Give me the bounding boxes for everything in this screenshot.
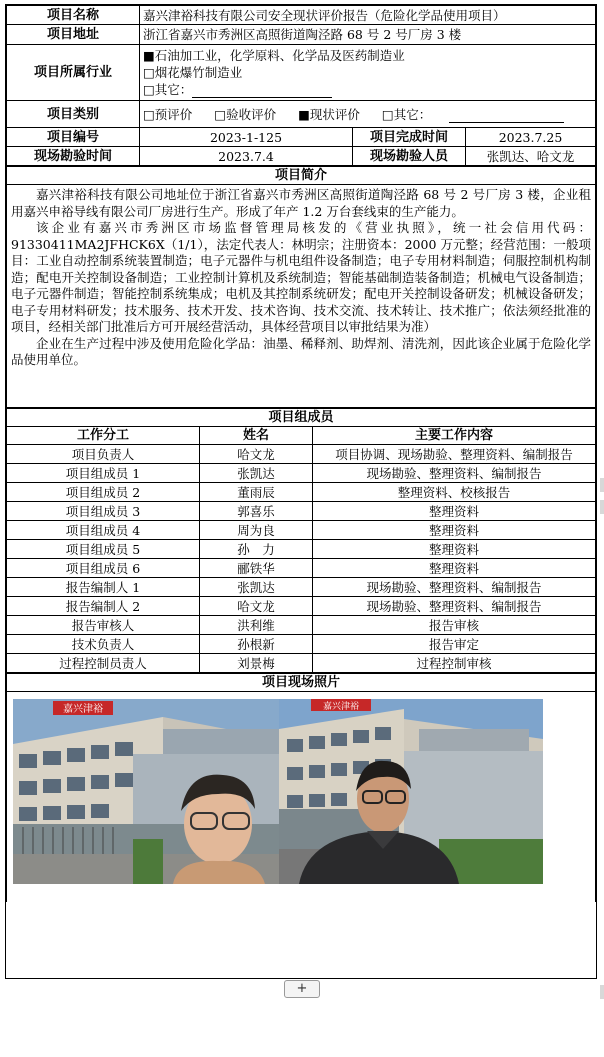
site-photo-1 — [13, 699, 279, 884]
project-address: 浙江省嘉兴市秀洲区高照街道陶泾路 68 号 2 号厂房 3 楼 — [140, 25, 596, 45]
page-edge-marker — [600, 500, 604, 514]
team-role: 过程控制员责人 — [7, 654, 200, 673]
team-work-content: 项目协调、现场勘验、整理资料、编制报告 — [313, 445, 596, 464]
team-row — [7, 521, 596, 540]
category-pre-eval[interactable]: □预评价 — [143, 106, 193, 122]
industry-option-chemical[interactable]: ■石油加工业，化学原料、化学品及医药制造业 — [143, 48, 405, 63]
category-label: 项目类别 — [7, 101, 140, 128]
team-role: 项目组成员 3 — [7, 502, 200, 521]
team-member-name: 哈文龙 — [200, 445, 313, 464]
team-work-content: 现场勘验、整理资料、编制报告 — [313, 578, 596, 597]
team-work-content: 报告审核 — [313, 616, 596, 635]
team-title: 项目组成员 — [7, 409, 596, 427]
survey-time-label: 现场勘验时间 — [7, 147, 140, 166]
photos-table — [6, 673, 596, 902]
industry-options — [140, 45, 596, 101]
survey-people: 张凯达、哈文龙 — [466, 147, 596, 166]
team-member-name: 哈文龙 — [200, 597, 313, 616]
team-role: 报告编制人 2 — [7, 597, 200, 616]
team-member-name: 张凯达 — [200, 578, 313, 597]
team-row — [7, 597, 596, 616]
team-member-name: 刘景梅 — [200, 654, 313, 673]
intro-body — [7, 185, 596, 408]
photos-cell — [7, 692, 596, 903]
team-work-content: 过程控制审核 — [313, 654, 596, 673]
team-role: 项目负责人 — [7, 445, 200, 464]
intro-paragraph-3: 企业在生产过程中涉及使用危险化学品：油墨、稀释剂、助焊剂、清洗剂，因此该企业属于危险化学品使用单位。 — [11, 335, 591, 367]
team-work-content: 整理资料 — [313, 559, 596, 578]
site-photo-1-image — [13, 699, 279, 884]
category-options — [140, 101, 596, 128]
team-work-content: 整理资料 — [313, 502, 596, 521]
team-member-name: 张凯达 — [200, 464, 313, 483]
project-info-table — [6, 5, 596, 166]
industry-option-other[interactable] — [143, 81, 592, 98]
team-work-content: 整理资料、校核报告 — [313, 483, 596, 502]
intro-paragraph-1: 嘉兴津裕科技有限公司地址位于浙江省嘉兴市秀洲区高照街道陶泾路 68 号 2 号厂房 3 楼，企业租用嘉兴申裕导线有限公司厂房进行生产。形成了年产 1.2 万台套线束的生产能力。 — [11, 187, 591, 219]
team-row — [7, 464, 596, 483]
team-role: 项目组成员 5 — [7, 540, 200, 559]
industry-label: 项目所属行业 — [7, 45, 140, 101]
category-other-blank — [449, 110, 564, 123]
industry-other-blank — [192, 85, 332, 98]
sign-text-1: 嘉兴津裕 — [63, 704, 103, 715]
team-role: 报告审核人 — [7, 616, 200, 635]
photos-title: 项目现场照片 — [7, 674, 596, 692]
team-role: 项目组成员 1 — [7, 464, 200, 483]
team-member-name: 董雨辰 — [200, 483, 313, 502]
team-role: 项目组成员 2 — [7, 483, 200, 502]
sign-text-2: 嘉兴津裕 — [322, 702, 360, 712]
project-name: 嘉兴津裕科技有限公司安全现状评价报告（危险化学品使用项目） — [140, 6, 596, 25]
team-role: 项目组成员 4 — [7, 521, 200, 540]
page-edge-marker — [600, 985, 604, 999]
team-row — [7, 445, 596, 464]
intro-table — [6, 166, 596, 408]
team-row — [7, 654, 596, 673]
team-role: 项目组成员 6 — [7, 559, 200, 578]
page-edge-marker — [600, 478, 604, 492]
survey-time: 2023.7.4 — [140, 147, 353, 166]
team-row — [7, 502, 596, 521]
industry-other-label: □其它： — [143, 82, 193, 97]
category-status-eval[interactable]: ■现状评价 — [298, 106, 360, 122]
add-button[interactable]: + — [284, 980, 320, 998]
team-member-name: 郦铁华 — [200, 559, 313, 578]
project-number-label: 项目编号 — [7, 128, 140, 147]
category-other-label: □其它： — [381, 106, 432, 122]
team-member-name: 郭喜乐 — [200, 502, 313, 521]
team-role: 报告编制人 1 — [7, 578, 200, 597]
intro-paragraph-2: 该企业有嘉兴市秀洲区市场监督管理局核发的《营业执照》，统一社会信用代码：91330411MA2JFHCK6X（1/1），法定代表人：林明宗；注册资本：2000 万元整；经营范围：一般项目：工业自动控制系统装置制造；电子元器件与机电组件设备制造；电子专用材料制造；伺服控制机构制造；配电开关控制设备制造；工业控制计算机及系统制造；智能基础制造装备制造；机械电气设备制造；电子元器件制造；智能控制系统集成；电机及其控制系统研发；配电开关控制设备研发；机械设备研发；电子专用材料研发；技术服务、技术开发、技术咨询、技术交流、技术转让、技术推广；依法须经批准的项目，经相关部门批准后方可开展经营活动，具体经营项目以审批结果为准） — [11, 220, 591, 334]
team-work-content: 报告审定 — [313, 635, 596, 654]
team-role: 技术负责人 — [7, 635, 200, 654]
team-work-content: 整理资料 — [313, 521, 596, 540]
team-table — [6, 408, 596, 673]
survey-people-label: 现场勘验人员 — [353, 147, 466, 166]
project-address-label: 项目地址 — [7, 25, 140, 45]
finish-time-label: 项目完成时间 — [353, 128, 466, 147]
finish-time: 2023.7.25 — [466, 128, 596, 147]
team-header-work: 主要工作内容 — [313, 427, 596, 445]
team-header-role: 工作分工 — [7, 427, 200, 445]
team-member-name: 孙 力 — [200, 540, 313, 559]
team-row — [7, 578, 596, 597]
team-row — [7, 635, 596, 654]
category-other[interactable] — [382, 107, 582, 122]
site-photo-2 — [279, 699, 543, 884]
team-member-name: 孙根新 — [200, 635, 313, 654]
category-acceptance-eval[interactable]: □验收评价 — [214, 106, 277, 122]
team-member-name: 洪利维 — [200, 616, 313, 635]
team-work-content: 整理资料 — [313, 540, 596, 559]
site-photo-2-image — [279, 699, 543, 884]
team-row — [7, 559, 596, 578]
team-row — [7, 540, 596, 559]
project-name-label: 项目名称 — [7, 6, 140, 25]
project-number: 2023-1-125 — [140, 128, 353, 147]
team-member-name: 周为良 — [200, 521, 313, 540]
team-work-content: 现场勘验、整理资料、编制报告 — [313, 464, 596, 483]
intro-title: 项目简介 — [7, 167, 596, 185]
report-document — [5, 4, 597, 979]
team-row — [7, 483, 596, 502]
team-work-content: 现场勘验、整理资料、编制报告 — [313, 597, 596, 616]
industry-option-fireworks[interactable]: □烟花爆竹制造业 — [143, 65, 243, 80]
team-header-name: 姓名 — [200, 427, 313, 445]
team-row — [7, 616, 596, 635]
team-rows — [7, 445, 596, 673]
